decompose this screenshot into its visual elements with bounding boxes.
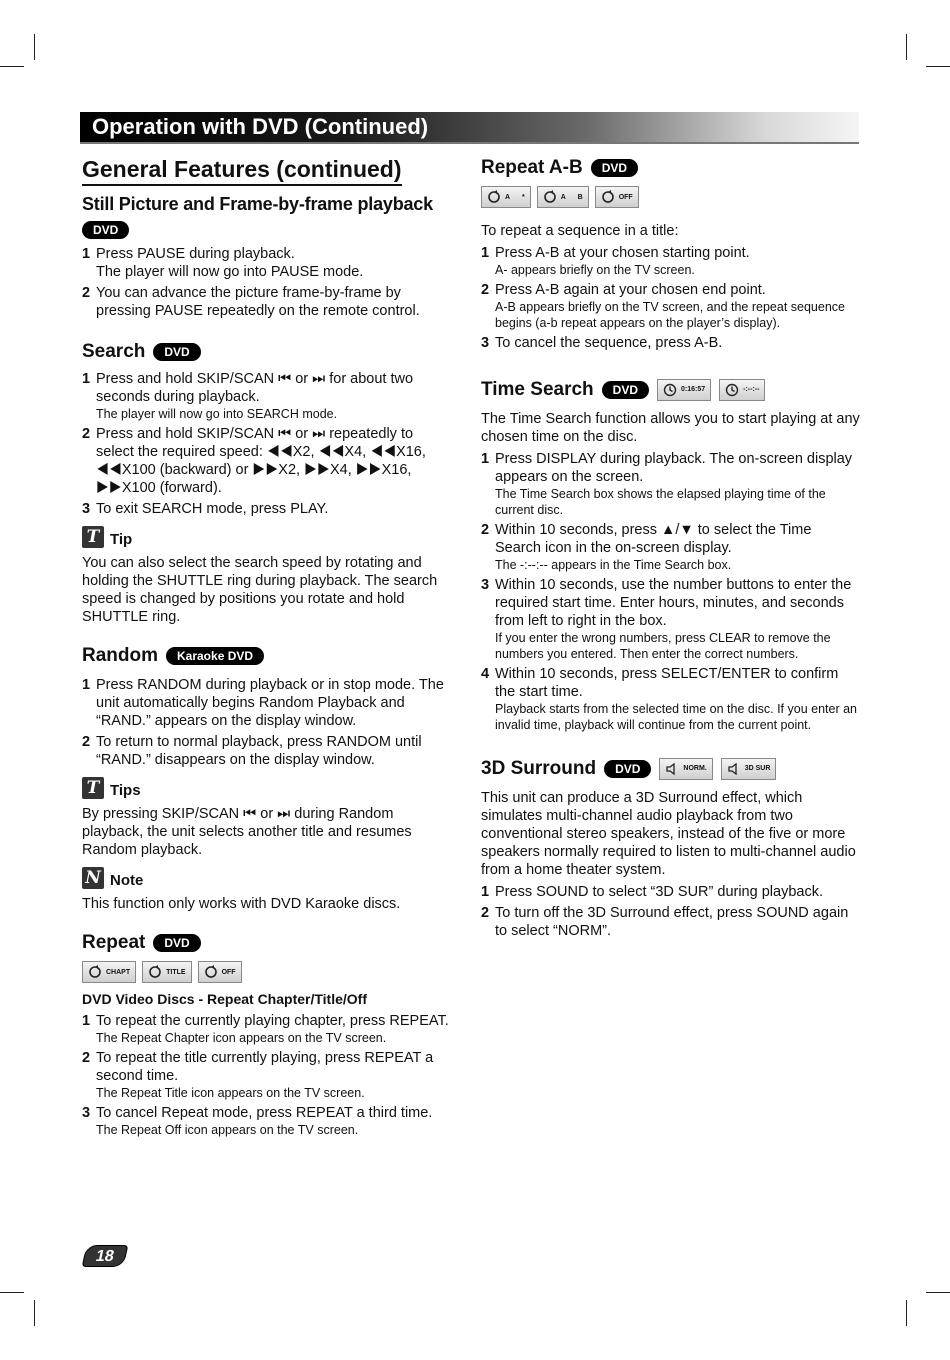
tip-icon: T	[82, 526, 104, 548]
random-section	[82, 644, 454, 913]
random-heading: Random Karaoke DVD	[82, 644, 454, 668]
crop-mark	[926, 1292, 950, 1293]
repeat-off-icon: OFF	[198, 961, 242, 983]
section-banner: Operation with DVD (Continued)	[80, 112, 859, 144]
list-item: 3 To exit SEARCH mode, press PLAY.	[82, 501, 329, 517]
still-picture-section	[82, 194, 454, 320]
karaoke-dvd-badge: Karaoke DVD	[166, 647, 264, 665]
list-item: 4 Within 10 seconds, press SELECT/ENTER to confirm the start time. Playback starts from the selected time on the disc. If you enter an invalid time, playback will continue from the current point.	[481, 666, 857, 732]
list-item: 1 Press DISPLAY during playback. The on-screen display appears on the screen. The Time Search box shows the elapsed playing time of the current disc.	[481, 451, 853, 517]
tip-heading: T Tip	[82, 526, 454, 548]
tip-text: You can also select the search speed by rotating and holding the SHUTTLE ring during playback. The search speed is changed by positions you rotate and hold SHUTTLE ring.	[82, 555, 438, 625]
list-item: 2 Press A-B again at your chosen end point. A-B appears briefly on the TV screen, and the repeat sequence begins (a-b repeat appears on the player’s display).	[481, 282, 845, 330]
repeat-chapter-icon: CHAPT	[82, 961, 136, 983]
time-search-heading: Time Search DVD 0:16:57 -:--:--	[481, 378, 861, 402]
note-heading: N Note	[82, 867, 454, 889]
repeat-section	[82, 931, 454, 1138]
dvd-badge: DVD	[591, 159, 638, 177]
list-item: 3 To cancel the sequence, press A-B.	[481, 335, 723, 351]
time-entry-icon: -:--:--	[719, 379, 765, 401]
tips-heading: T Tips	[82, 777, 454, 799]
note-icon: N	[82, 867, 104, 889]
list-item: 2 To turn off the 3D Surround effect, press SOUND again to select “NORM”.	[481, 905, 849, 939]
surround-intro: This unit can produce a 3D Surround effect, which simulates multi-channel audio playback from two conventional stereo speakers, instead of the five or more speakers normally required to listen to multi-channel audio from a home theater system.	[481, 790, 856, 878]
note-text: This function only works with DVD Karaoke discs.	[82, 896, 401, 912]
still-picture-title: Still Picture and Frame-by-frame playback	[82, 194, 433, 214]
list-item: 1 Press SOUND to select “3D SUR” during playback.	[481, 884, 823, 900]
list-item: 2 Press and hold SKIP/SCAN ⏮ or ⏭ repeatedly to select the required speed: ◀◀X2, ◀◀X4, ◀◀X16, ◀◀X100 (backward) or ▶▶X2, ▶▶X4, ▶▶X16, ▶▶X100 (forward).	[82, 426, 426, 496]
repeat-subhead: DVD Video Discs - Repeat Chapter/Title/Off	[82, 991, 367, 1007]
list-item: 1 To repeat the currently playing chapter, press REPEAT. The Repeat Chapter icon appears on the TV screen.	[82, 1013, 449, 1045]
search-heading: Search DVD	[82, 340, 454, 364]
crop-mark	[34, 34, 35, 60]
dvd-badge: DVD	[153, 934, 200, 952]
page-number: 18	[82, 1245, 129, 1267]
search-section	[82, 340, 454, 626]
list-item: 2 To return to normal playback, press RANDOM until “RAND.” disappears on the display window.	[82, 734, 422, 768]
time-search-section	[481, 378, 861, 733]
speaker-3d-icon: 3D SUR	[721, 758, 777, 780]
repeat-ab-heading: Repeat A-B DVD	[481, 156, 861, 180]
list-item: 3 Within 10 seconds, use the number buttons to enter the required start time. Enter hours, minutes, and seconds from left to right in the box. If you enter the wrong numbers, press CLEAR to remove the numbers you entered. Then enter the correct numbers.	[481, 577, 852, 661]
page-title: General Features (continued)	[82, 156, 402, 186]
list-item: 1 Press and hold SKIP/SCAN ⏮ or ⏭ for about two seconds during playback. The player will now go into SEARCH mode.	[82, 371, 414, 421]
crop-mark	[0, 1292, 24, 1293]
tips-text: By pressing SKIP/SCAN ⏮ or ⏭ during Random playback, the unit selects another title and resumes Random playback.	[82, 806, 412, 858]
crop-mark	[34, 1300, 35, 1326]
repeat-heading: Repeat DVD	[82, 931, 454, 955]
left-column	[82, 156, 454, 1141]
crop-mark	[906, 34, 907, 60]
repeat-ab-off-icon: OFF	[595, 186, 639, 208]
repeat-ab-osd-icons	[481, 186, 861, 208]
repeat-title-icon: TITLE	[142, 961, 191, 983]
list-item: 1 Press RANDOM during playback or in stop mode. The unit automatically begins Random Playback and “RAND.” appears on the display window.	[82, 677, 444, 729]
surround-section	[481, 757, 861, 940]
dvd-badge: DVD	[602, 381, 649, 399]
crop-mark	[906, 1300, 907, 1326]
list-item: 1 Press A-B at your chosen starting point. A- appears briefly on the TV screen.	[481, 245, 750, 277]
tip-icon: T	[82, 777, 104, 799]
right-column	[481, 156, 861, 943]
crop-mark	[0, 66, 24, 67]
list-item: 3 To cancel Repeat mode, press REPEAT a third time. The Repeat Off icon appears on the TV screen.	[82, 1105, 433, 1137]
repeat-ab-icon: A B	[537, 186, 589, 208]
surround-heading: 3D Surround DVD NORM. 3D SUR	[481, 757, 861, 781]
list-item: 2 Within 10 seconds, press ▲/▼ to select the Time Search icon in the on-screen display. The -:--:-- appears in the Time Search box.	[481, 522, 812, 572]
repeat-a-icon: A *	[481, 186, 531, 208]
dvd-badge: DVD	[82, 221, 129, 239]
repeat-ab-section	[481, 156, 861, 352]
elapsed-time-icon: 0:16:57	[657, 379, 711, 401]
repeat-osd-icons	[82, 961, 454, 983]
time-search-intro: The Time Search function allows you to start playing at any chosen time on the disc.	[481, 411, 860, 445]
list-item: 1 Press PAUSE during playback. The player will now go into PAUSE mode.	[82, 246, 364, 280]
dvd-badge: DVD	[153, 343, 200, 361]
repeat-ab-intro: To repeat a sequence in a title:	[481, 223, 679, 239]
speaker-norm-icon: NORM.	[659, 758, 712, 780]
dvd-badge: DVD	[604, 760, 651, 778]
crop-mark	[926, 66, 950, 67]
list-item: 2 You can advance the picture frame-by-frame by pressing PAUSE repeatedly on the remote control.	[82, 285, 420, 319]
list-item: 2 To repeat the title currently playing, press REPEAT a second time. The Repeat Title icon appears on the TV screen.	[82, 1050, 434, 1100]
